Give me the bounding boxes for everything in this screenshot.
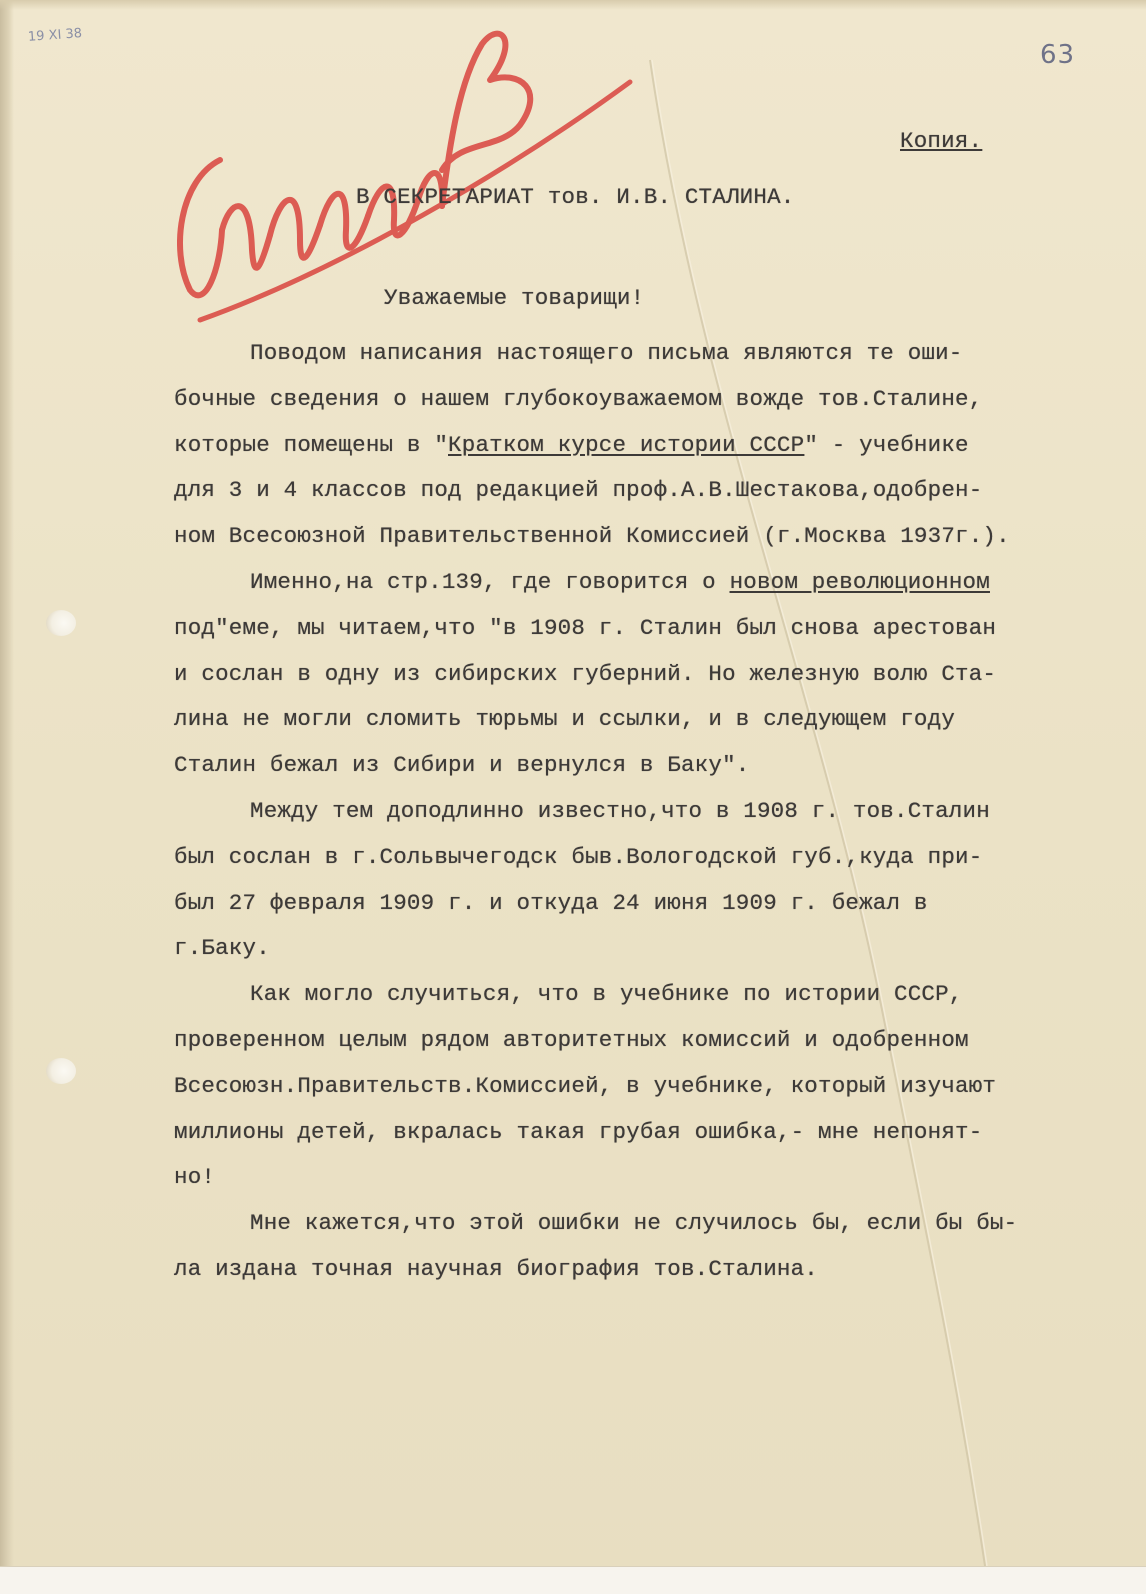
line-text: " - учебнике — [804, 431, 969, 458]
letter-line: Сталин бежал из Сибири и вернулся в Баку". — [174, 752, 750, 779]
underlined-phrase: новом революционном — [729, 569, 990, 595]
letter-line — [174, 432, 969, 458]
copy-label: Копия. — [900, 128, 983, 154]
archive-corner-note: 19 XI 38 — [27, 26, 83, 45]
letter-line: под"еме, мы читаем,что "в 1908 г. Сталин был снова арестован — [174, 614, 997, 641]
letter-line: Как могло случиться, что в учебнике по истории СССР, — [250, 981, 963, 1008]
letter-line: Между тем доподлинно известно,что в 1908 г. тов.Сталин — [250, 798, 990, 824]
letter-line: но! — [174, 1164, 216, 1191]
letter-line: миллионы детей, вкралась такая грубая ошибка,- мне непонят- — [174, 1118, 983, 1145]
letter-line: лина не могли сломить тюрьмы и ссылки, и в следующем году — [174, 706, 956, 733]
line-text: которые помещены в " — [174, 431, 449, 458]
page-top-edge — [0, 0, 1146, 10]
page-left-edge — [0, 0, 14, 1594]
letter-line: ла издана точная научная биография тов.Сталина. — [174, 1256, 819, 1282]
punch-hole-lower — [46, 1058, 76, 1084]
letter-line: Мне кажется,что этой ошибки не случилось бы, если бы бы- — [250, 1210, 1018, 1237]
letter-line: был 27 февраля 1909 г. и откуда 24 июня 1909 г. бежал в — [174, 889, 928, 916]
letter-line: и сослан в одну из сибирских губерний. Но железную волю Ста- — [174, 660, 997, 687]
addressee-line: В СЕКРЕТАРИАТ тов. И.В. СТАЛИНА. — [356, 184, 795, 210]
letter-line: проверенном целым рядом авторитетных комиссий и одобренном — [174, 1027, 969, 1053]
greeting: Уважаемые товарищи! — [384, 285, 645, 311]
letter-line: был сослан в г.Сольвычегодск быв.Вологодской губ.,куда при- — [174, 843, 983, 870]
letter-line — [250, 569, 990, 595]
underlined-phrase: Кратком курсе истории СССР — [448, 431, 805, 458]
line-text: Именно,на стр.139, где говорится о — [250, 569, 730, 595]
punch-hole-upper — [46, 610, 76, 636]
letter-line: г.Баку. — [174, 935, 270, 962]
letter-line: для 3 и 4 классов под редакцией проф.А.В.Шестакова,одобрен- — [174, 477, 983, 504]
letter-line: Поводом написания настоящего письма являются те оши- — [250, 340, 963, 366]
letter-line: бочные сведения о нашем глубокоуважаемом вожде тов.Сталине, — [174, 385, 983, 412]
scan-bottom-margin — [0, 1566, 1146, 1594]
letter-line: Всесоюзн.Правительств.Комиссией, в учебнике, который изучают — [174, 1072, 997, 1099]
letter-line: ном Всесоюзной Правительственной Комиссией (г.Москва 1937г.). — [174, 523, 1010, 550]
page-number: 63 — [1040, 40, 1076, 70]
